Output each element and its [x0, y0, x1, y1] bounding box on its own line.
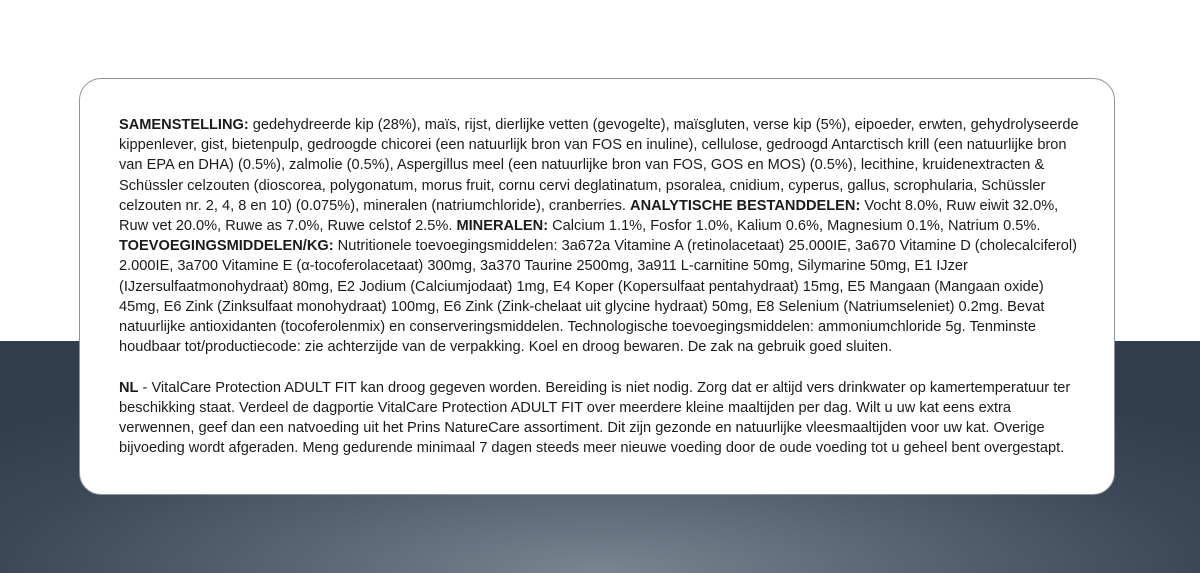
- composition-text: gedehydreerde kip (28%), maïs, rijst, dierlijke vetten (gevogelte), maïsgluten, verse kip (5%), eipoeder, erwten, gehydrolyseerde kippenlever, gist, bietenpulp, gedroogde chicorei (een natuurlijk bron van FOS en inuline), cellulose, gedroogd Antarctisch krill (een natuurlijke bron van EPA en DHA) (0.5%), zalmolie (0.5%), Aspergillus meel (een natuurlijke bron van FOS, GOS en MOS) (0.5%), lecithine, kruidenextracten & Schüssler celzouten (dioscorea, polygonatum, morus fruit, cornu cervi deglatinatum, psoralea, cnidium, cyperus, gallus, scrophularia, Schüssler celzouten nr. 2, 4, 8 en 10) (0.075%), mineralen (natriumchloride), cranberries.: [119, 117, 1079, 214]
- additives-heading: TOEVOEGINGSMIDDELEN/KG:: [119, 238, 334, 255]
- composition-heading: SAMENSTELLING:: [119, 117, 249, 133]
- language-code: NL: [119, 379, 139, 396]
- minerals-heading: MINERALEN:: [456, 218, 549, 235]
- analytical-text: Vocht 8.0%, Ruw eiwit 32.0%, Ruw vet 20.0%, Ruwe as 7.0%, Ruwe celstof 2.5%.: [119, 197, 1059, 235]
- additives-text: Nutritionele toevoegingsmiddelen: 3a672a Vitamine A (retinolacetaat) 25.000IE, 3a670 Vitamine D (cholecalciferol) 2.000IE, 3a700 Vitamine E (α-tocoferolacetaat) 300mg, 3a370 Taurine 2500mg, 3a911 L-carnitine 50mg, Silymarine 50mg, E1 IJzer (IJzersulfaatmonohydraat) 80mg, E2 Jodium (Calciumjodaat) 1mg, E4 Koper (Kopersulfaat pentahydraat) 15mg, E5 Mangaan (Mangaan oxide) 45mg, E6 Zink (Zinksulfaat monohydraat) 100mg, E6 Zink (Zink-chelaat uit glycine hydraat) 50mg, E8 Selenium (Natriumseleniet) 0.2mg. Bevat natuurlijke antioxidanten (tocoferolenmix) en conserveringsmiddelen. Technologische toevoegingsmiddelen: ammoniumchloride 5g. Tenminste houdbaar tot/productiecode: zie achterzijde van de verpakking. Koel en droog bewaren. De zak na gebruik goed sluiten.: [119, 238, 1077, 356]
- minerals-text: Calcium 1.1%, Fosfor 1.0%, Kalium 0.6%, Magnesium 0.1%, Natrium 0.5%.: [548, 218, 1041, 235]
- label-text-card: [79, 78, 1115, 495]
- ingredients-paragraph: [119, 115, 1084, 357]
- feeding-instructions-paragraph: [119, 378, 1084, 459]
- analytical-heading: ANALYTISCHE BESTANDDELEN:: [630, 197, 861, 214]
- feeding-instructions-text: - VitalCare Protection ADULT FIT kan droog gegeven worden. Bereiding is niet nodig. Zorg dat er altijd vers drinkwater op kamertemperatuur ter beschikking staat. Verdeel de dagportie VitalCare Protection ADULT FIT over meerdere kleine maaltijden per dag. Wilt u uw kat eens extra verwennen, geef dan een natvoeding uit het Prins NatureCare assortiment. Dit zijn gezonde en natuurlijke vleesmaaltijden voor uw kat. Overige bijvoeding wordt afgeraden. Meng gedurende minimaal 7 dagen steeds meer nieuwe voeding door de oude voeding tot u geheel bent overgestapt.: [119, 379, 1071, 457]
